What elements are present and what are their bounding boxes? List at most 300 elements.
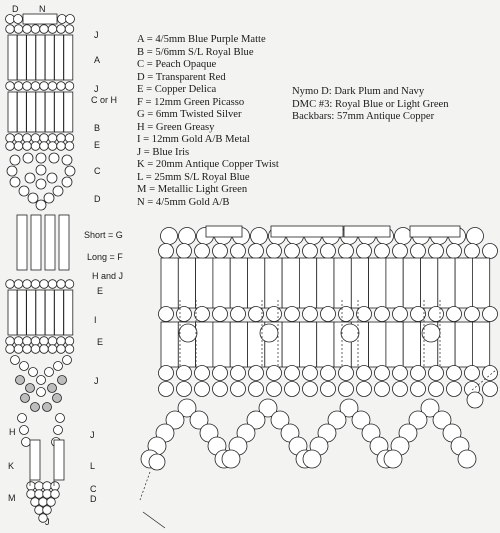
bar-bead-upper <box>472 258 489 308</box>
bead <box>16 376 25 385</box>
bead <box>51 490 60 499</box>
bead <box>465 307 480 322</box>
bead <box>14 142 23 151</box>
bar-bead-upper <box>403 258 420 308</box>
bead <box>40 337 49 346</box>
bead <box>48 25 57 34</box>
bar-bead-upper <box>196 258 213 308</box>
bead <box>375 382 390 397</box>
bead <box>57 25 66 34</box>
bar-bead-e <box>27 290 36 335</box>
bead <box>339 366 354 381</box>
bead <box>195 244 210 259</box>
bead <box>467 228 484 245</box>
bead <box>35 482 44 491</box>
bead <box>54 426 63 435</box>
label-j-4: J <box>90 430 95 440</box>
label-j-3: J <box>94 376 99 386</box>
bead <box>429 382 444 397</box>
bead <box>357 366 372 381</box>
bead <box>249 382 264 397</box>
bar-bead-upper <box>421 258 438 308</box>
note-thread: Nymo D: Dark Plum and Navy <box>292 86 425 97</box>
bar-bead-e <box>64 290 73 335</box>
bead <box>411 244 426 259</box>
label-h-and-j: H and J <box>92 271 124 281</box>
bar-bead-lower <box>299 322 316 367</box>
bar-bead-short <box>59 215 69 270</box>
bead <box>23 82 32 91</box>
bead <box>6 142 15 151</box>
bead <box>195 366 210 381</box>
bar-bead-top <box>344 226 390 237</box>
legend-item: D = Transparent Red <box>137 71 226 83</box>
bead <box>483 244 498 259</box>
bead <box>43 482 52 491</box>
label-e-2: E <box>97 286 104 296</box>
bead <box>321 307 336 322</box>
bead <box>26 384 35 393</box>
bead <box>6 345 15 354</box>
bead <box>213 366 228 381</box>
bead <box>40 82 49 91</box>
bar-bead-lower <box>317 322 334 367</box>
bead <box>341 324 359 342</box>
bead <box>447 244 462 259</box>
bar-bead-short <box>17 215 27 270</box>
bar-bead-l <box>54 440 64 480</box>
bead <box>66 15 75 24</box>
bead <box>14 15 23 24</box>
bead <box>375 366 390 381</box>
note-backbars: Backbars: 57mm Antique Copper <box>292 111 435 122</box>
bead <box>458 450 476 468</box>
bead <box>179 324 197 342</box>
bead <box>36 200 46 210</box>
bar-bead-upper <box>455 258 472 308</box>
bead <box>393 244 408 259</box>
bead <box>19 186 29 196</box>
bead <box>14 280 23 289</box>
bead <box>48 82 57 91</box>
label-short: Short = G <box>84 230 123 240</box>
label-c-2: C <box>90 484 97 494</box>
bead <box>37 388 46 397</box>
bead <box>465 366 480 381</box>
bead <box>31 498 40 507</box>
bead <box>65 134 74 143</box>
bar-bead-long <box>45 215 55 270</box>
bead <box>6 25 15 34</box>
bead <box>249 244 264 259</box>
bar-bead-upper <box>351 258 368 308</box>
bar-bead-c-or-h <box>64 92 73 132</box>
bar-bead-lower <box>196 322 213 367</box>
bead <box>65 82 74 91</box>
label-j-5: J <box>45 517 50 527</box>
bead <box>27 482 36 491</box>
bead <box>58 376 67 385</box>
bead <box>393 307 408 322</box>
bead <box>213 382 228 397</box>
bead <box>65 142 74 151</box>
note-floss: DMC #3: Royal Blue or Light Green <box>292 98 449 110</box>
legend-item: J = Blue Iris <box>137 146 190 158</box>
bar-bead-e <box>17 290 26 335</box>
bar-bead-upper <box>282 258 299 308</box>
bead <box>357 382 372 397</box>
bead <box>31 25 40 34</box>
bead <box>267 382 282 397</box>
bead <box>339 382 354 397</box>
bead <box>285 244 300 259</box>
bead <box>57 345 66 354</box>
bar-bead-upper <box>317 258 334 308</box>
bead <box>195 307 210 322</box>
bead <box>6 337 15 346</box>
bead <box>11 356 20 365</box>
bead <box>159 244 174 259</box>
bead <box>249 366 264 381</box>
bead <box>321 244 336 259</box>
label-d-2: D <box>94 194 101 204</box>
bar-bead-lower <box>455 322 472 367</box>
label-e-3: E <box>97 337 104 347</box>
bar-bead-a <box>36 35 45 80</box>
bead <box>339 244 354 259</box>
bar-bead-lower <box>230 322 247 367</box>
bead <box>213 307 228 322</box>
bead <box>429 307 444 322</box>
bar-bead-a <box>55 35 64 80</box>
bar-bead-long <box>31 215 41 270</box>
legend-item: C = Peach Opaque <box>137 59 217 70</box>
bead <box>51 482 60 491</box>
bead <box>48 345 57 354</box>
bead <box>375 307 390 322</box>
bead <box>251 228 268 245</box>
legend-item: B = 5/6mm S/L Royal Blue <box>137 46 254 58</box>
bead <box>357 244 372 259</box>
bead <box>48 280 57 289</box>
bar-bead-c-or-h <box>45 92 54 132</box>
bead <box>31 82 40 91</box>
bar-bead-a <box>45 35 54 80</box>
bead <box>159 382 174 397</box>
bar-bead-lower <box>386 322 403 367</box>
label-h: H <box>9 427 16 437</box>
bar-bead-lower <box>403 322 420 367</box>
bead <box>159 366 174 381</box>
bead <box>7 166 17 176</box>
bead <box>285 382 300 397</box>
bead <box>57 134 66 143</box>
bead <box>393 382 408 397</box>
bead <box>36 165 46 175</box>
bead <box>62 177 72 187</box>
bead <box>375 244 390 259</box>
bead <box>40 280 49 289</box>
bead <box>303 307 318 322</box>
bead <box>40 345 49 354</box>
bead <box>395 228 412 245</box>
bead <box>393 366 408 381</box>
bead <box>422 324 440 342</box>
bead <box>27 490 36 499</box>
bead <box>49 153 59 163</box>
bar-bead-n <box>23 14 57 24</box>
bar-bead-top <box>271 226 343 237</box>
bar-bead-upper <box>178 258 195 308</box>
bar-bead-upper <box>438 258 455 308</box>
bead <box>28 193 38 203</box>
bead <box>411 366 426 381</box>
bead <box>57 82 66 91</box>
bead <box>35 506 44 515</box>
bead <box>65 337 74 346</box>
bar-bead-a <box>8 35 17 80</box>
bar-bead-e <box>55 290 64 335</box>
bar-bead-e <box>45 290 54 335</box>
bead <box>31 337 40 346</box>
bead <box>65 166 75 176</box>
label-i: I <box>94 315 97 325</box>
bead <box>429 244 444 259</box>
bead <box>54 362 63 371</box>
legend-item: L = 25mm S/L Royal Blue <box>137 171 250 183</box>
bead <box>411 382 426 397</box>
bar-bead-upper <box>265 258 282 308</box>
bead <box>483 366 498 381</box>
label-e-1: E <box>94 140 101 150</box>
bead <box>222 450 240 468</box>
bead <box>23 25 32 34</box>
legend-item: I = 12mm Gold A/B Metal <box>137 134 250 145</box>
bead <box>14 25 23 34</box>
label-j-1: J <box>94 30 99 40</box>
bead <box>231 366 246 381</box>
bead <box>260 324 278 342</box>
bead <box>14 337 23 346</box>
bead <box>36 179 46 189</box>
bead <box>43 403 52 412</box>
bead <box>31 142 40 151</box>
bead <box>18 414 27 423</box>
bead <box>23 142 32 151</box>
label-j-2: J <box>94 84 99 94</box>
bead <box>37 376 46 385</box>
bead <box>213 244 228 259</box>
bar-bead-upper <box>161 258 178 308</box>
bead <box>20 362 29 371</box>
bar-bead-lower <box>161 322 178 367</box>
bar-bead-c-or-h <box>55 92 64 132</box>
bead <box>21 394 30 403</box>
bead <box>267 307 282 322</box>
bead <box>177 244 192 259</box>
bead <box>6 82 15 91</box>
bead <box>411 307 426 322</box>
bead <box>6 134 15 143</box>
bead <box>321 382 336 397</box>
bead <box>231 244 246 259</box>
bead <box>65 280 74 289</box>
bead <box>23 134 32 143</box>
bar-bead-upper <box>230 258 247 308</box>
bead <box>483 307 498 322</box>
bead <box>48 384 57 393</box>
bead <box>447 307 462 322</box>
bead <box>53 186 63 196</box>
label-d-top: D <box>12 4 19 14</box>
bead <box>483 382 498 397</box>
bead <box>447 382 462 397</box>
bead <box>36 153 46 163</box>
bead <box>177 382 192 397</box>
bead <box>285 366 300 381</box>
bead <box>57 337 66 346</box>
bead <box>25 173 35 183</box>
bead <box>47 173 57 183</box>
bar-bead-top <box>410 226 460 237</box>
bead <box>303 382 318 397</box>
bead <box>161 228 178 245</box>
bead <box>384 450 402 468</box>
material-notes <box>292 86 449 124</box>
bead <box>195 382 210 397</box>
needle <box>143 512 165 528</box>
label-l: L <box>90 461 96 471</box>
bead <box>40 142 49 151</box>
legend-item: N = 4/5mm Gold A/B <box>137 196 230 208</box>
label-d-3: D <box>90 494 97 504</box>
bead <box>31 134 40 143</box>
bar-bead-lower <box>472 322 489 367</box>
bead <box>65 345 74 354</box>
bead <box>29 368 38 377</box>
label-m: M <box>8 493 16 503</box>
bead <box>159 307 174 322</box>
bar-bead-a <box>27 35 36 80</box>
bead <box>23 153 33 163</box>
bar-bead-a <box>64 35 73 80</box>
bead <box>177 366 192 381</box>
bead <box>57 280 66 289</box>
bead <box>40 25 49 34</box>
bead <box>65 25 74 34</box>
bar-bead-a <box>17 35 26 80</box>
bead <box>339 307 354 322</box>
label-b: B <box>94 123 101 133</box>
bar-bead-upper <box>386 258 403 308</box>
bead <box>303 244 318 259</box>
bead <box>149 454 165 470</box>
bead <box>179 228 196 245</box>
label-a: A <box>94 55 101 65</box>
bead <box>467 392 483 408</box>
bead <box>45 368 54 377</box>
legend-item: H = Green Greasy <box>137 121 215 133</box>
bar-bead-upper <box>334 258 351 308</box>
legend-item: K = 20mm Antique Copper Twist <box>137 159 279 170</box>
bar-bead-e <box>36 290 45 335</box>
label-long: Long = F <box>87 252 123 262</box>
bead <box>23 345 32 354</box>
bar-bead-lower <box>369 322 386 367</box>
bead <box>43 506 52 515</box>
bar-bead-c-or-h <box>17 92 26 132</box>
bead <box>303 450 321 468</box>
bar-bead-k <box>30 440 40 480</box>
bead <box>47 498 56 507</box>
bar-bead-e <box>8 290 17 335</box>
bead <box>43 490 52 499</box>
legend-item: E = Copper Delica <box>137 84 217 95</box>
bead <box>465 244 480 259</box>
bead <box>267 244 282 259</box>
bead <box>57 142 66 151</box>
bead <box>53 394 62 403</box>
bead <box>249 307 264 322</box>
bead <box>10 155 20 165</box>
bead <box>44 193 54 203</box>
bar-bead-upper <box>369 258 386 308</box>
bead <box>35 490 44 499</box>
bead <box>63 356 72 365</box>
label-n-top: N <box>39 4 46 14</box>
thread-trail <box>140 472 150 500</box>
bead <box>14 134 23 143</box>
bead <box>429 366 444 381</box>
bead <box>62 155 72 165</box>
bead <box>6 280 15 289</box>
bar-bead-lower <box>213 322 230 367</box>
bead <box>10 177 20 187</box>
bar-bead-lower <box>282 322 299 367</box>
bead <box>177 307 192 322</box>
bead <box>321 366 336 381</box>
bead <box>31 403 40 412</box>
bead <box>231 382 246 397</box>
bar-bead-c-or-h <box>8 92 17 132</box>
bead <box>303 366 318 381</box>
bead <box>14 345 23 354</box>
legend-item: M = Metallic Light Green <box>137 184 248 195</box>
bead <box>14 82 23 91</box>
bar-bead-c-or-h <box>36 92 45 132</box>
legend-item: A = 4/5mm Blue Purple Matte <box>137 34 266 45</box>
bar-bead-lower <box>438 322 455 367</box>
label-c-or-h: C or H <box>91 95 118 105</box>
bead <box>447 366 462 381</box>
bead <box>22 438 31 447</box>
bar-bead-top <box>206 226 242 237</box>
bead <box>20 426 29 435</box>
bar-bead-upper <box>299 258 316 308</box>
label-c: C <box>94 166 101 176</box>
bead <box>267 366 282 381</box>
bead <box>357 307 372 322</box>
bead <box>48 337 57 346</box>
bead <box>39 498 48 507</box>
label-k: K <box>8 461 15 471</box>
bead <box>48 134 57 143</box>
bead <box>23 337 32 346</box>
bar-bead-c-or-h <box>27 92 36 132</box>
bead <box>40 134 49 143</box>
bead <box>23 280 32 289</box>
bar-bead-upper <box>213 258 230 308</box>
